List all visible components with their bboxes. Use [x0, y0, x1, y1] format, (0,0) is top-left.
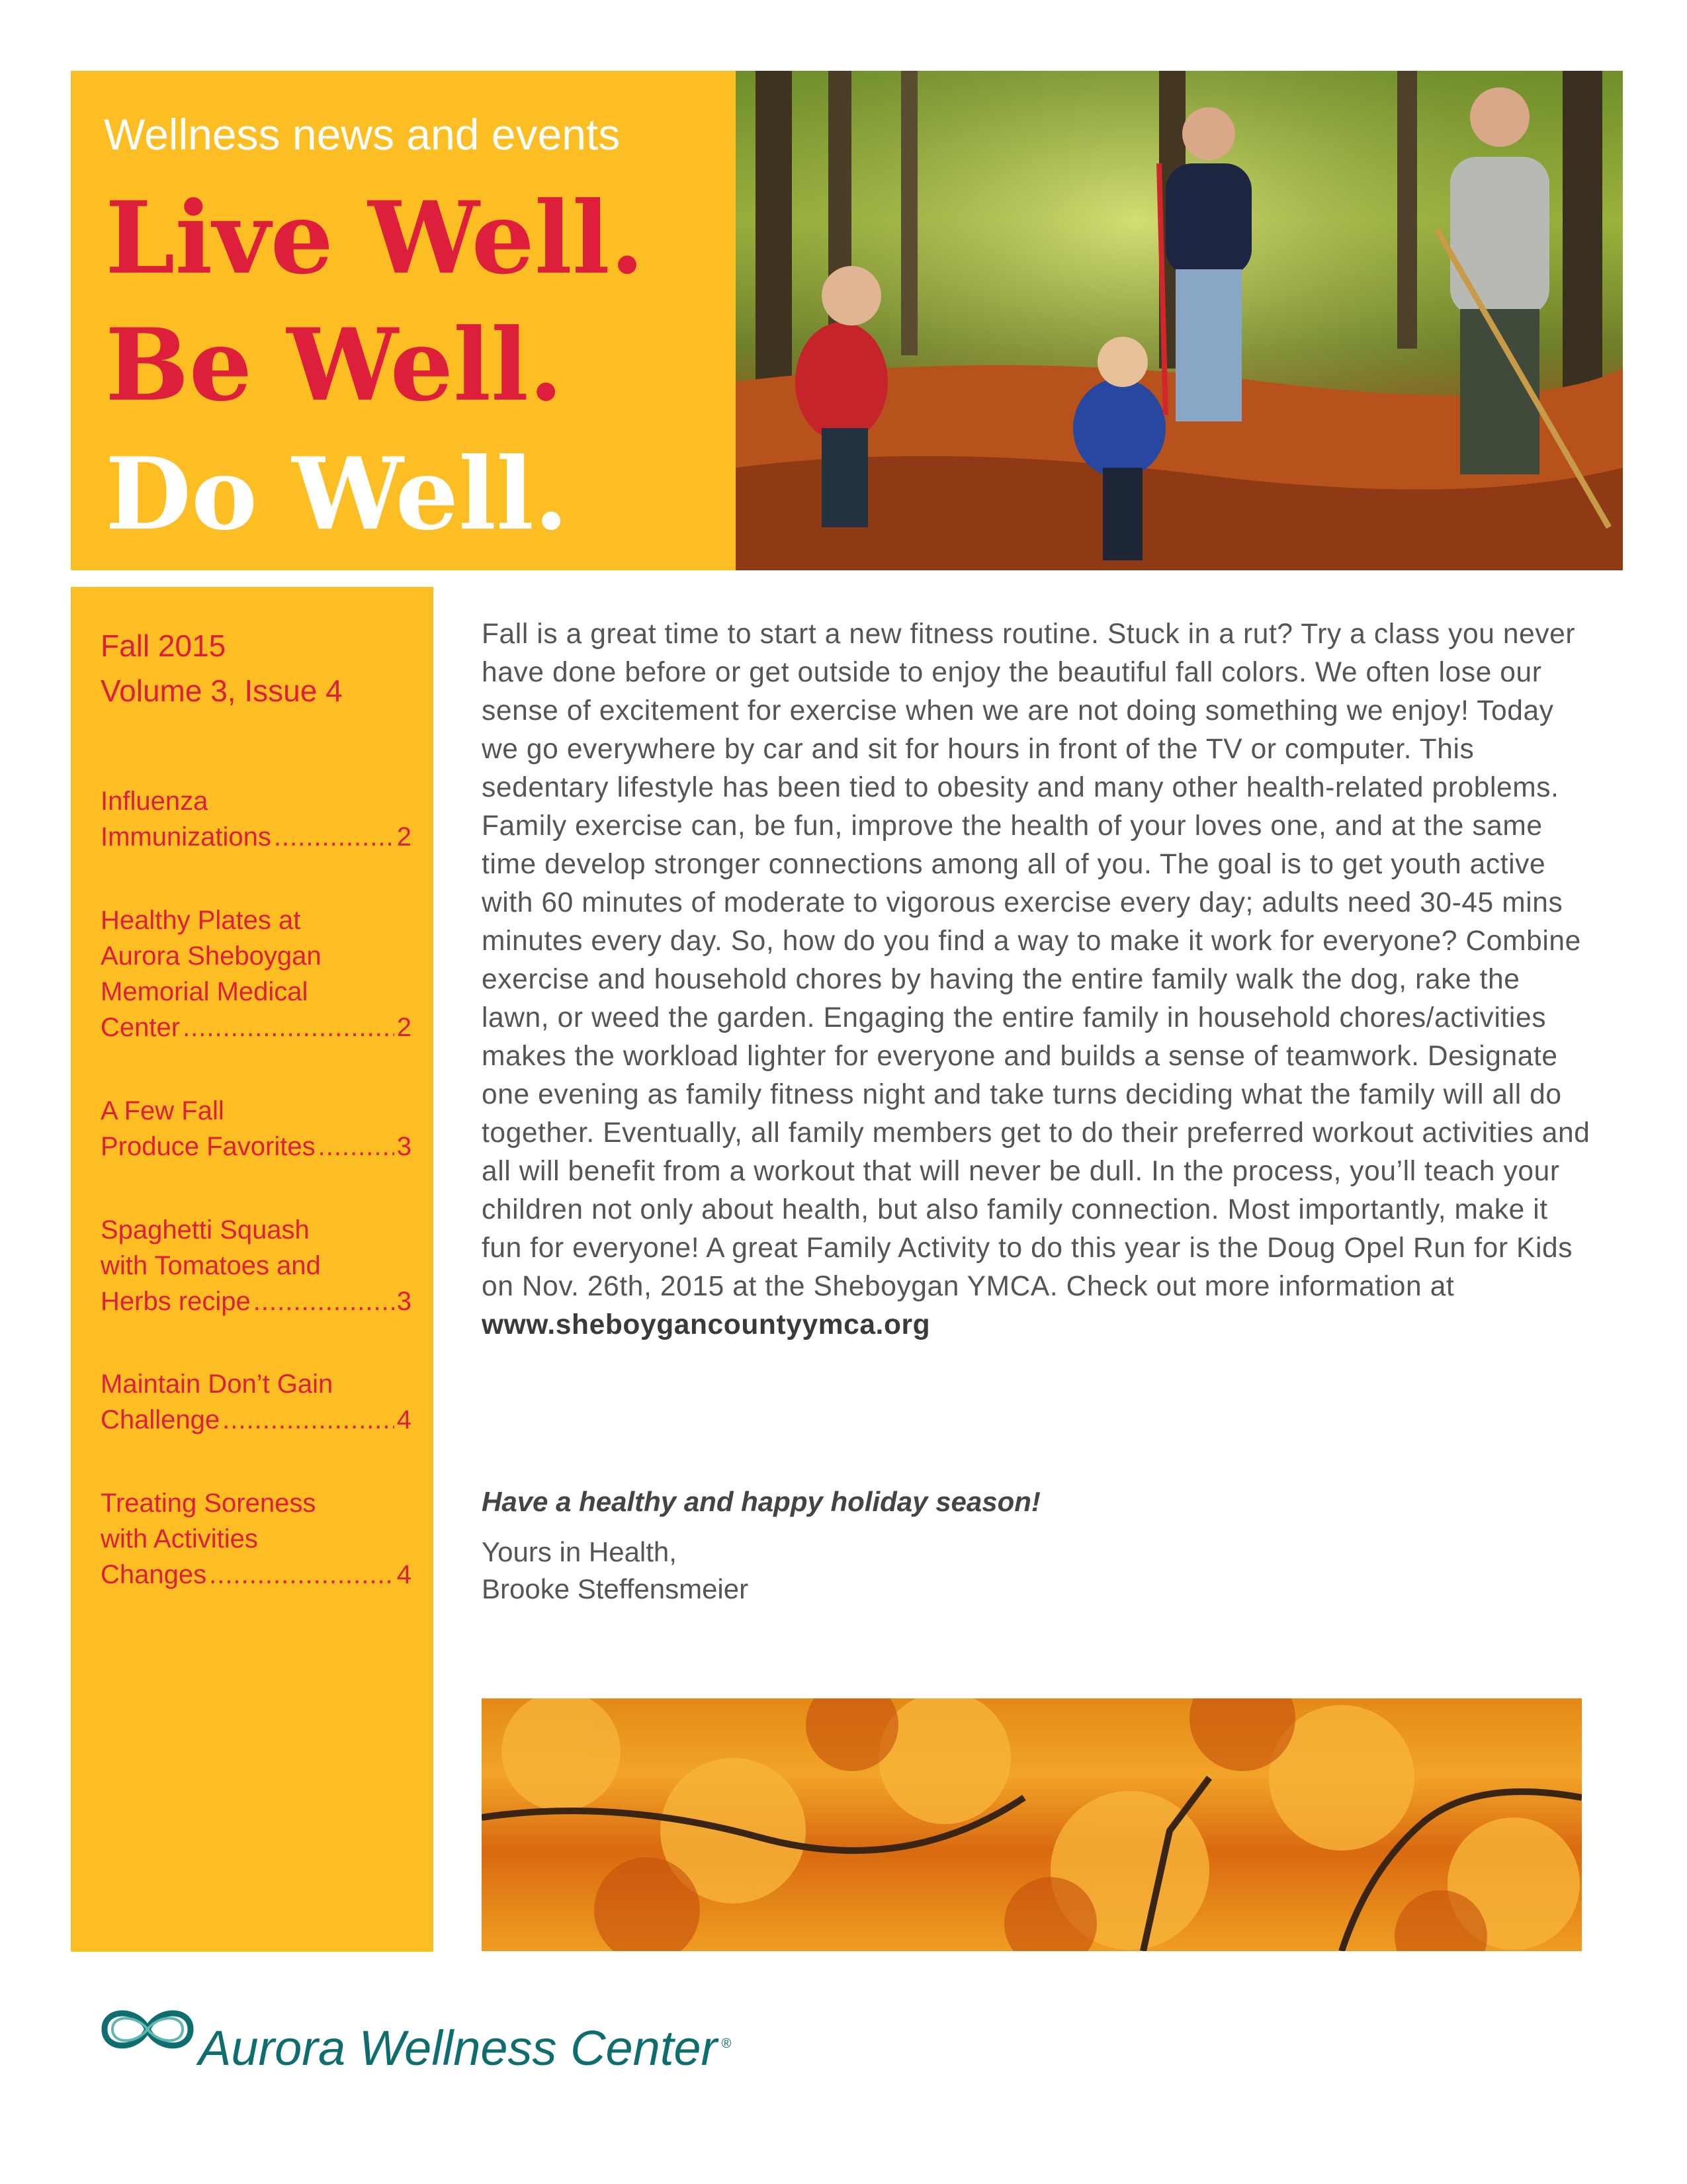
toc-line: Herbs recipe [101, 1287, 251, 1316]
ymca-link[interactable]: www.sheboygancountyymca.org [482, 1309, 931, 1340]
masthead-tagline: Wellness news and events [104, 110, 621, 159]
issue-info [101, 623, 343, 713]
toc-line: Maintain Don’t Gain [101, 1370, 333, 1399]
author-name: Brooke Steffensmeier [482, 1573, 749, 1604]
toc-line: Produce Favorites [101, 1132, 316, 1161]
issue-season: Fall 2015 [101, 629, 226, 663]
toc-item-influenza[interactable] [101, 783, 411, 855]
signoff [482, 1534, 748, 1608]
toc-line: Center [101, 1013, 181, 1042]
toc-line: Changes [101, 1560, 207, 1589]
toc-line: Aurora Sheboygan [101, 941, 322, 971]
logo-wordmark [198, 2020, 731, 2076]
headline-do-well: Do Well. [105, 436, 569, 552]
toc-item-spaghetti-squash[interactable] [101, 1212, 411, 1319]
toc-page-number: 4 [396, 1560, 411, 1589]
toc-page-number: 4 [396, 1405, 411, 1434]
family-raking-leaves-photo [736, 71, 1623, 570]
toc-page-number: 3 [396, 1287, 411, 1316]
toc-page-number: 3 [396, 1132, 411, 1161]
toc-line: with Tomatoes and [101, 1251, 321, 1280]
autumn-foliage-image [482, 1698, 1582, 1951]
toc-item-fall-produce[interactable] [101, 1093, 411, 1164]
closing-line: Have a healthy and happy holiday season! [482, 1486, 1041, 1517]
hero-photo [736, 71, 1623, 570]
toc-line: Immunizations [101, 822, 271, 852]
sidebar-panel [71, 587, 433, 1952]
headline-be-well: Be Well. [105, 307, 564, 423]
article-body [482, 615, 1593, 1344]
toc-line: Healthy Plates at [101, 906, 301, 935]
toc-line: A Few Fall [101, 1096, 224, 1125]
toc-line: Challenge [101, 1405, 220, 1434]
logo-name: Aurora Wellness Center [198, 2021, 718, 2075]
aurora-logo-icon [98, 1998, 197, 2061]
toc-item-treating-soreness[interactable] [101, 1485, 411, 1593]
toc-page-number: 2 [396, 1013, 411, 1042]
toc-item-healthy-plates[interactable] [101, 902, 411, 1045]
article-body-text: Fall is a great time to start a new fitness routine. Stuck in a rut? Try a class you never have done before or get outside to enjoy the beautiful fall colors. We often lose our sense of excitement for exercise when we are not doing something we enjoy! Today we go everywhere by car and sit for hours in front of the TV or computer. This sedentary lifestyle has been tied to obesity and many other health-related problems. Family exercise can, be fun, improve the health of your loves one, and at the same time develop stronger connections among all of you. The goal is to get youth active with 60 minutes of moderate to vigorous exercise every day; adults need 30-45 mins minutes every day. So, how do you find a way to make it work for everyone? Combine exercise and household chores by having the entire family walk the dog, rake the lawn, or weed the garden. Engaging the entire family in household chores/activities makes the workload lighter for everyone and builds a sense of teamwork. Designate one evening as family fitness night and take turns deciding what the family will all do together. Eventually, all family members get to do their preferred workout activities and all will benefit from a workout that will never be dull. In the process, you’ll teach your children not only about health, but also family connection. Most importantly, make it fun for everyone! A great Family Activity to do this year is the Doug Opel Run for Kids on Nov. 26th, 2015 at the Sheboygan YMCA. Check out more information at [482, 619, 1590, 1302]
toc-item-maintain-dont-gain[interactable] [101, 1366, 411, 1438]
autumn-leaves-photo [482, 1698, 1582, 1951]
toc-leader [183, 1010, 394, 1045]
headline-live-well: Live Well. [105, 180, 645, 296]
toc-leader [274, 819, 394, 855]
toc-line: Influenza [101, 787, 208, 816]
toc-line: with Activities [101, 1524, 258, 1553]
toc-line: Memorial Medical [101, 977, 308, 1006]
toc-line: Spaghetti Squash [101, 1215, 310, 1245]
toc-page-number: 2 [396, 822, 411, 852]
toc-leader [318, 1129, 394, 1164]
toc-leader [222, 1402, 394, 1438]
signoff-greeting: Yours in Health, [482, 1536, 677, 1567]
registered-mark: ® [721, 2036, 731, 2052]
masthead-panel [71, 71, 736, 570]
toc-leader [209, 1557, 394, 1593]
issue-volume: Volume 3, Issue 4 [101, 674, 343, 708]
toc-leader [253, 1284, 394, 1319]
toc-line: Treating Soreness [101, 1489, 316, 1518]
